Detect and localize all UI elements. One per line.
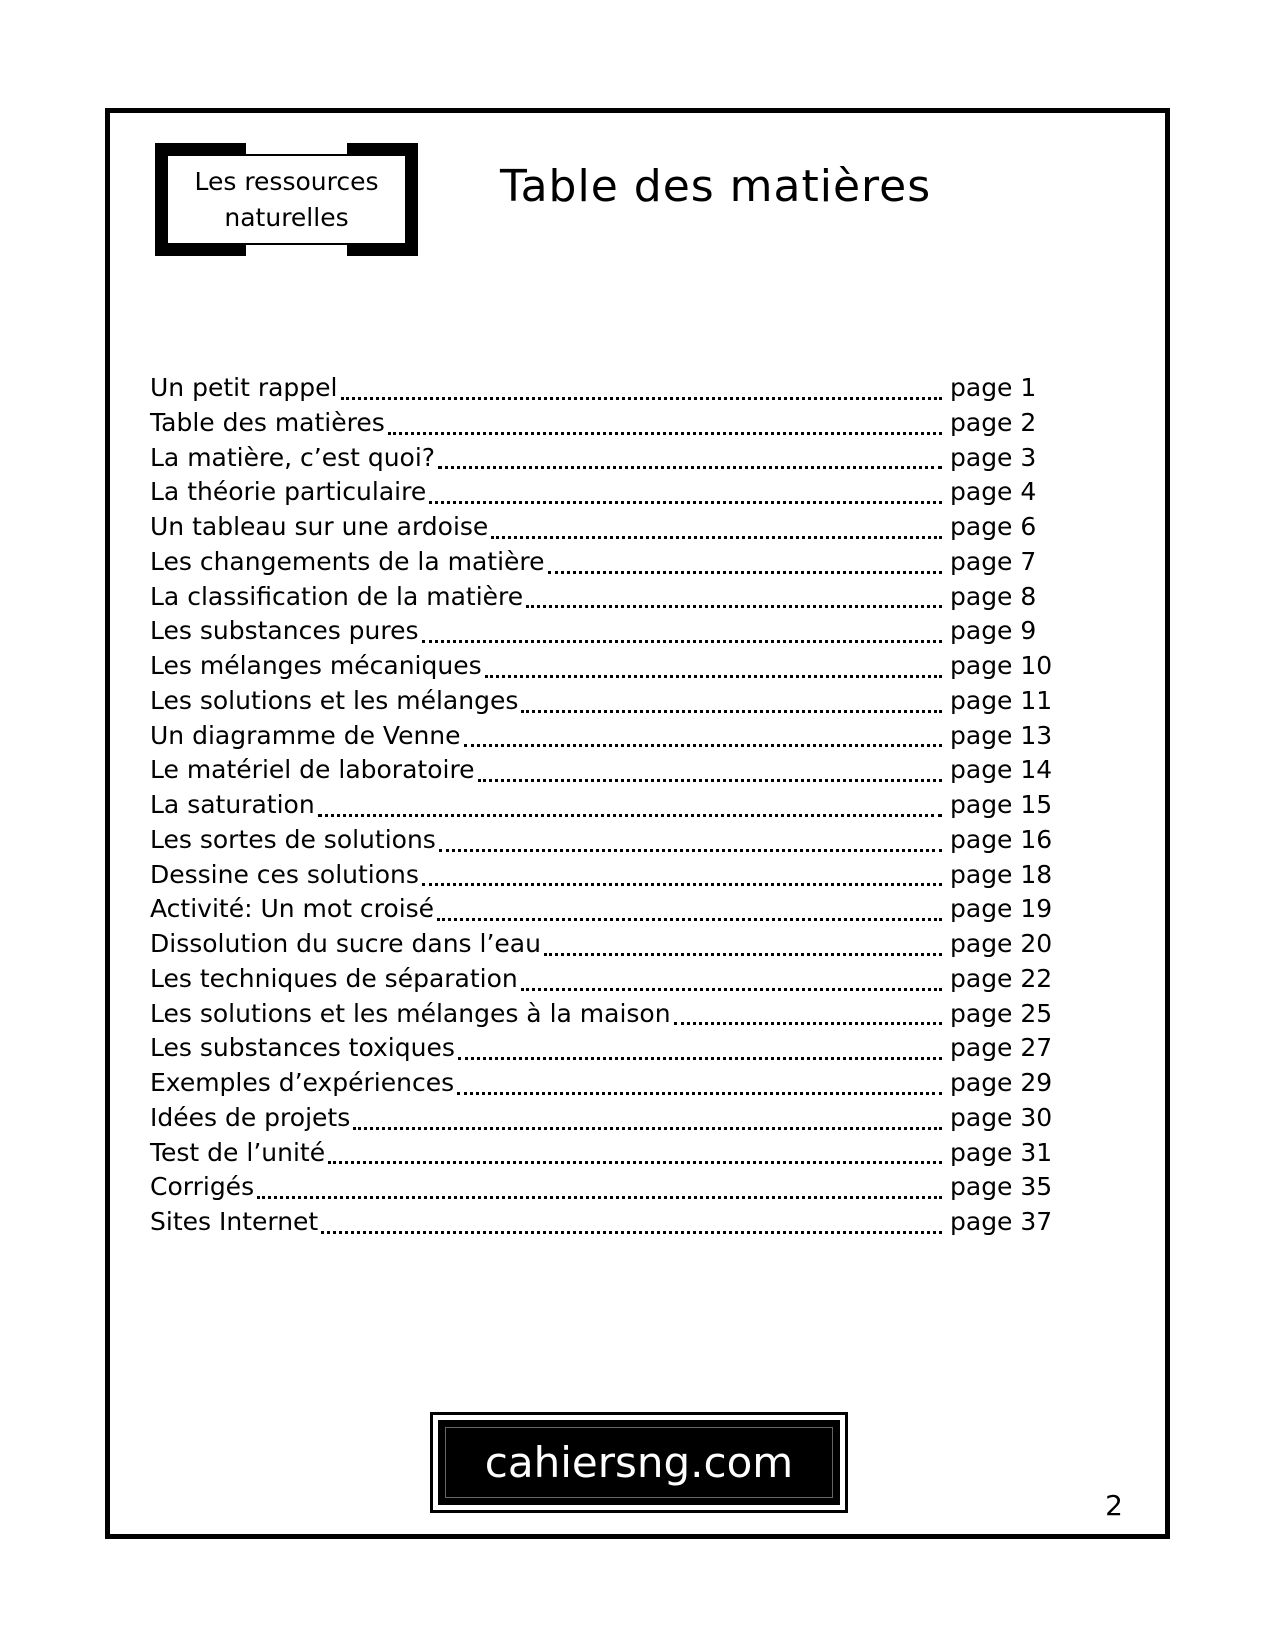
toc-entry-page: page 30 (950, 1102, 1053, 1132)
toc-entry-title: Dissolution du sucre dans l’eau (150, 929, 541, 958)
dot-leader (464, 719, 942, 754)
toc-entry (150, 371, 1050, 406)
badge-line2: naturelles (224, 202, 349, 232)
dot-leader (439, 823, 942, 858)
toc-entry-title: Le matériel de laboratoire (150, 755, 475, 785)
toc-entry (150, 962, 1053, 997)
toc-entry-title: La théorie particulaire (150, 477, 427, 507)
toc-entry-page: page 35 (950, 1172, 1053, 1202)
dot-leader (437, 892, 942, 927)
toc-entry-page: page 11 (950, 685, 1053, 715)
toc-entry (150, 753, 1053, 788)
toc-entry-page: page 18 (950, 859, 1053, 889)
toc-entry-page: page 3 (950, 442, 1037, 472)
toc-entry-page: page 22 (950, 963, 1053, 993)
dot-leader (353, 1101, 942, 1136)
dot-leader (321, 1205, 942, 1240)
toc-entry-title: Les mélanges mécaniques (150, 651, 482, 680)
toc-entry-title: Les techniques de séparation (150, 963, 518, 993)
toc-entry-title: Corrigés (150, 1172, 255, 1202)
toc-entry (150, 892, 1053, 927)
dot-leader (429, 475, 942, 510)
dot-leader (521, 684, 942, 719)
toc-entry-title: Activité: Un mot croisé (150, 894, 435, 924)
dot-leader (341, 371, 943, 406)
toc-entry-page: page 8 (950, 581, 1037, 611)
toc-entry-title: Table des matières (150, 407, 385, 437)
toc-entry-page: page 15 (950, 790, 1053, 819)
toc-entry (150, 1101, 1053, 1136)
toc-entry (150, 614, 1050, 649)
toc-entry-page: page 10 (950, 651, 1053, 680)
dot-leader (257, 1170, 942, 1205)
toc-entry-title: Test de l’unité (150, 1137, 326, 1167)
toc-entry-title: Un petit rappel (150, 373, 338, 402)
toc-entry-title: Idées de projets (150, 1102, 351, 1132)
toc-entry-page: page 9 (950, 616, 1037, 646)
toc-entry (150, 997, 1053, 1032)
page-number: 2 (1105, 1489, 1123, 1522)
toc-entry-title: Dessine ces solutions (150, 859, 419, 889)
toc-entry (150, 1066, 1053, 1101)
website-box (430, 1412, 848, 1513)
toc-entry-page: page 14 (950, 755, 1053, 785)
toc-entry-page: page 27 (950, 1033, 1053, 1063)
toc-entry-title: Exemples d’expériences (150, 1068, 455, 1097)
toc-entry (150, 1031, 1053, 1066)
dot-leader (526, 580, 942, 615)
toc-entry (150, 1170, 1053, 1205)
toc-entry (150, 719, 1053, 754)
toc-entry-title: Les substances toxiques (150, 1033, 455, 1063)
toc-entry-title: La saturation (150, 790, 315, 819)
toc-entry-page: page 37 (950, 1207, 1053, 1236)
toc-entry (150, 858, 1053, 893)
toc-entry (150, 475, 1050, 510)
dot-leader (422, 614, 942, 649)
toc-entry (150, 649, 1053, 684)
toc-entry (150, 788, 1053, 823)
toc-entry (150, 441, 1050, 476)
toc-entry (150, 406, 1050, 441)
toc-entry (150, 823, 1053, 858)
dot-leader (458, 1031, 942, 1066)
toc-entry-title: Les substances pures (150, 616, 419, 646)
toc-entry-title: Les sortes de solutions (150, 824, 436, 854)
toc-entry (150, 927, 1053, 962)
toc-entry-title: Sites Internet (150, 1207, 319, 1236)
dot-leader (491, 510, 942, 545)
toc-entry-title: Les changements de la matière (150, 546, 545, 576)
toc-entry (150, 545, 1050, 580)
dot-leader (328, 1136, 942, 1171)
table-of-contents (150, 371, 1053, 1240)
toc-entry-page: page 4 (950, 477, 1037, 507)
website-url: cahiersng.com (484, 1438, 794, 1487)
toc-entry (150, 580, 1050, 615)
page-border (105, 108, 1170, 1539)
toc-entry (150, 510, 1050, 545)
dot-leader (674, 997, 942, 1032)
toc-entry-title: La matière, c’est quoi? (150, 442, 436, 472)
dot-leader (548, 545, 942, 580)
dot-leader (457, 1066, 942, 1101)
dot-leader (478, 753, 942, 788)
toc-entry-title: Les solutions et les mélanges à la maison (150, 998, 671, 1028)
toc-entry-title: Les solutions et les mélanges (150, 685, 519, 715)
toc-entry-page: page 2 (950, 407, 1037, 437)
toc-entry-page: page 25 (950, 998, 1053, 1028)
dot-leader (485, 649, 942, 684)
dot-leader (438, 441, 942, 476)
dot-leader (318, 788, 942, 823)
toc-entry-page: page 7 (950, 546, 1037, 576)
toc-entry-page: page 29 (950, 1068, 1053, 1097)
toc-entry-page: page 31 (950, 1137, 1053, 1167)
dot-leader (521, 962, 942, 997)
toc-entry-title: Un diagramme de Venne (150, 720, 461, 750)
resources-badge (155, 143, 418, 256)
dot-leader (544, 927, 942, 962)
toc-entry-page: page 13 (950, 720, 1053, 750)
toc-entry-title: Un tableau sur une ardoise (150, 512, 489, 541)
toc-entry-title: La classification de la matière (150, 581, 524, 611)
toc-entry-page: page 1 (950, 373, 1037, 402)
dot-leader (388, 406, 942, 441)
toc-entry (150, 1136, 1053, 1171)
website-box-inner (438, 1420, 840, 1505)
toc-entry-page: page 16 (950, 824, 1053, 854)
toc-entry (150, 684, 1053, 719)
toc-entry-page: page 19 (950, 894, 1053, 924)
toc-entry (150, 1205, 1053, 1240)
badge-line1: Les ressources (194, 166, 379, 196)
dot-leader (422, 858, 942, 893)
page-title: Table des matières (500, 161, 932, 212)
toc-entry-page: page 20 (950, 929, 1053, 958)
resources-badge-inner (166, 154, 407, 245)
toc-entry-page: page 6 (950, 512, 1037, 541)
